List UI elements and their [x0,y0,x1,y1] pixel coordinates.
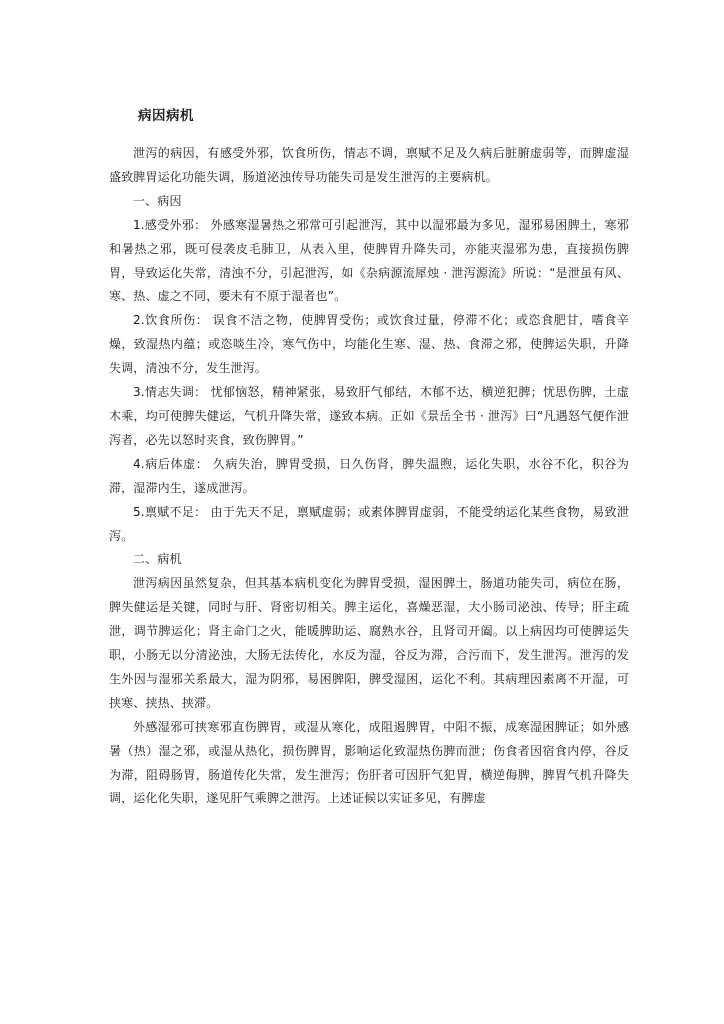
heading-pathogenesis: 二、病机 [133,552,182,567]
paragraph-congenital-deficiency: 5.禀赋不足： 由于先天不足，禀赋虚弱；或素体脾胃虚弱，不能受纳运化某些食物，易致泄泻。 [109,504,629,543]
paragraph-emotional-disorder: 3.情志失调： 忧郁恼怒，精神紧张，易致肝气郁结，木郁不达，横逆犯脾；忧思伤脾，土虚木乘，均可使脾失健运，气机升降失常，遂致本病。正如《景岳全书 · 泄泻》曰“凡遇怒气便作泄泻者，必先以怒时夹食，致伤脾胃。” [109,385,629,447]
paragraph-intro: 泄泻的病因，有感受外邪，饮食所伤，情志不调，禀赋不足及久病后脏腑虚弱等，而脾虚湿盛致脾胃运化功能失调，肠道泌浊传导功能失司是发生泄泻的主要病机。 [109,146,629,184]
heading-etiology: 一、病因 [133,193,182,208]
paragraph-post-illness-weakness: 4.病后体虚： 久病失治，脾胃受损，日久伤肾，脾失温煦，运化失职，水谷不化，积谷为滞，湿滞内生，遂成泄泻。 [109,456,629,495]
paragraph-syndromes: 外感湿邪可挟寒邪直伤脾胃，或湿从寒化，成阻遏脾胃，中阳不振，成寒湿困脾证；如外感暑（热）湿之邪，或湿从热化，损伤脾胃，影响运化致湿热伤脾而泄；伤食者因宿食内停，谷反为滞，阻碍肠胃，肠道传化失常，发生泄泻；伤肝者可因肝气犯胃，横逆侮脾，脾胃气机升降失调，运化化失职，遂见肝气乘脾之泄泻。上述证候以实证多见，有脾虚 [109,719,629,806]
document-body [109,142,629,811]
section-title: 病因病机 [138,108,194,124]
paragraph-pathogenesis: 泄泻病因虽然复杂，但其基本病机变化为脾胃受损，湿困脾土，肠道功能失司，病位在肠，脾失健运是关键，同时与肝、肾密切相关。脾主运化，喜燥恶湿，大小肠司泌浊、传导；肝主疏泄，调节脾运化；肾主命门之火，能暖脾助运、腐熟水谷，且肾司开阖。以上病因均可使脾运失职，小肠无以分清泌浊，大肠无法传化，水反为湿，谷反为滞，合污而下，发生泄泻。泄泻的发生外因与湿邪关系最大，湿为阴邪，易困脾阳，脾受湿困，运化不利。其病理因素离不开湿，可挟寒、挟热、挟滞。 [109,576,629,710]
paragraph-external-pathogen: 1.感受外邪： 外感寒湿暑热之邪常可引起泄泻，其中以湿邪最为多见，湿邪易困脾土，寒邪和暑热之邪，既可侵袭皮毛肺卫，从表入里，使脾胃升降失司，亦能夹湿邪为患，直接损伤脾胃，导致运化失常，清浊不分，引起泄泻，如《杂病源流犀烛 · 泄泻源流》所说：“是泄虽有风、寒、热、虚之不同，要未有不原于湿者也”。 [109,217,629,304]
paragraph-diet-injury: 2.饮食所伤： 误食不洁之物，使脾胃受伤；或饮食过量，停滞不化；或恣食肥甘，嗜食辛燥，致湿热内蕴；或恣啖生冷，寒气伤中，均能化生寒、湿、热、食滞之邪，使脾运失职，升降失调，清浊不分，发生泄泻。 [109,313,629,376]
